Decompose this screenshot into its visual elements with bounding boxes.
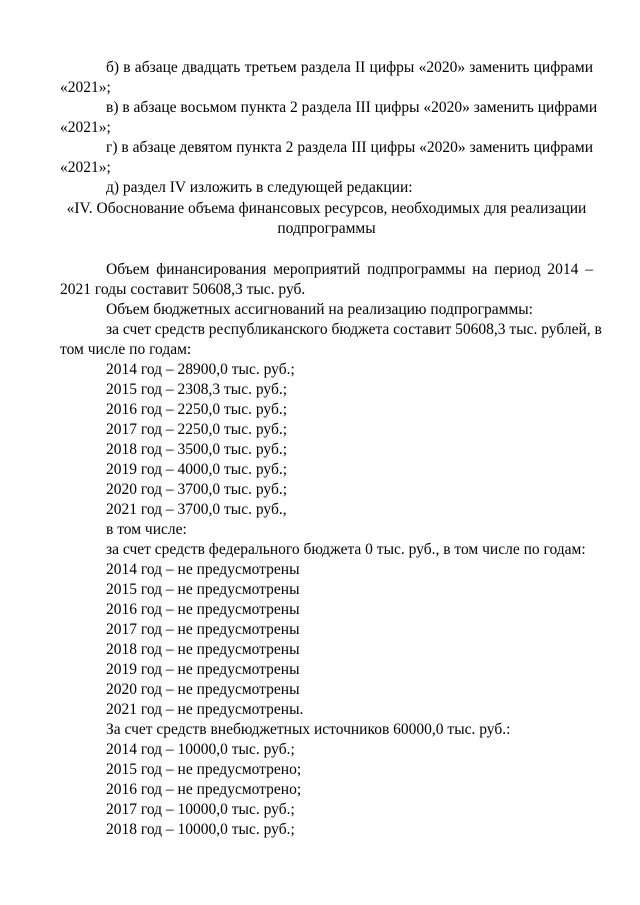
federal-year-2021: 2021 год – не предусмотрены. <box>106 701 304 718</box>
amendment-b-text: б) в абзаце двадцать третьем раздела II цифры «2020» заменить цифрами <box>106 59 593 76</box>
extrabudgetary-year-2016: 2016 год – не предусмотрено; <box>106 781 302 798</box>
republican-year-2016: 2016 год – 2250,0 тыс. руб.; <box>106 401 288 418</box>
republican-year-2015: 2015 год – 2308,3 тыс. руб.; <box>106 381 288 398</box>
extrabudgetary-year-2015: 2015 год – не предусмотрено; <box>106 761 302 778</box>
extrabudgetary-text: За счет средств внебюджетных источников 60000,0 тыс. руб.: <box>106 721 511 738</box>
federal-year-2019: 2019 год – не предусмотрены <box>106 661 300 678</box>
federal-year-2018: 2018 год – не предусмотрены <box>106 641 300 658</box>
republican-budget-continuation: том числе по годам: <box>60 341 192 358</box>
extrabudgetary-year-2018: 2018 год – 10000,0 тыс. руб.; <box>106 821 295 838</box>
federal-year-2017: 2017 год – не предусмотрены <box>106 621 300 638</box>
republican-year-2021: 2021 год – 3700,0 тыс. руб., <box>106 501 287 518</box>
budget-allocation-heading: Объем бюджетных ассигнований на реализацию подпрограммы: <box>106 301 533 318</box>
amendment-d-text: д) раздел IV изложить в следующей редакции: <box>106 179 413 196</box>
amendment-g-continuation: «2021»; <box>60 159 111 176</box>
amendment-g-text: г) в абзаце девятом пункта 2 раздела III цифры «2020» заменить цифрами <box>106 139 593 156</box>
section-heading-line-2: подпрограммы <box>277 220 376 237</box>
financing-total-continuation: 2021 годы составит 50608,3 тыс. руб. <box>60 281 306 298</box>
republican-budget-text: за счет средств республиканского бюджета составит 50608,3 тыс. рублей, в <box>106 321 602 338</box>
section-heading-line-1: «IV. Обоснование объема финансовых ресурсов, необходимых для реализации <box>66 200 587 217</box>
republican-year-2020: 2020 год – 3700,0 тыс. руб.; <box>106 481 288 498</box>
including-label: в том числе: <box>106 521 187 538</box>
federal-year-2020: 2020 год – не предусмотрены <box>106 681 300 698</box>
federal-year-2015: 2015 год – не предусмотрены <box>106 581 300 598</box>
republican-year-2019: 2019 год – 4000,0 тыс. руб.; <box>106 461 288 478</box>
republican-year-2017: 2017 год – 2250,0 тыс. руб.; <box>106 421 288 438</box>
federal-year-2016: 2016 год – не предусмотрены <box>106 601 300 618</box>
federal-year-2014: 2014 год – не предусмотрены <box>106 561 300 578</box>
financing-total-text: Объем финансирования мероприятий подпрограммы на период 2014 – <box>106 261 593 278</box>
amendment-v-continuation: «2021»; <box>60 119 111 136</box>
amendment-b-continuation: «2021»; <box>60 79 111 96</box>
extrabudgetary-year-2014: 2014 год – 10000,0 тыс. руб.; <box>106 741 295 758</box>
federal-budget-text: за счет средств федерального бюджета 0 тыс. руб., в том числе по годам: <box>106 541 586 558</box>
republican-year-2014: 2014 год – 28900,0 тыс. руб.; <box>106 361 295 378</box>
amendment-v-text: в) в абзаце восьмом пункта 2 раздела III цифры «2020» заменить цифрами <box>106 99 598 116</box>
extrabudgetary-year-2017: 2017 год – 10000,0 тыс. руб.; <box>106 801 295 818</box>
republican-year-2018: 2018 год – 3500,0 тыс. руб.; <box>106 441 288 458</box>
